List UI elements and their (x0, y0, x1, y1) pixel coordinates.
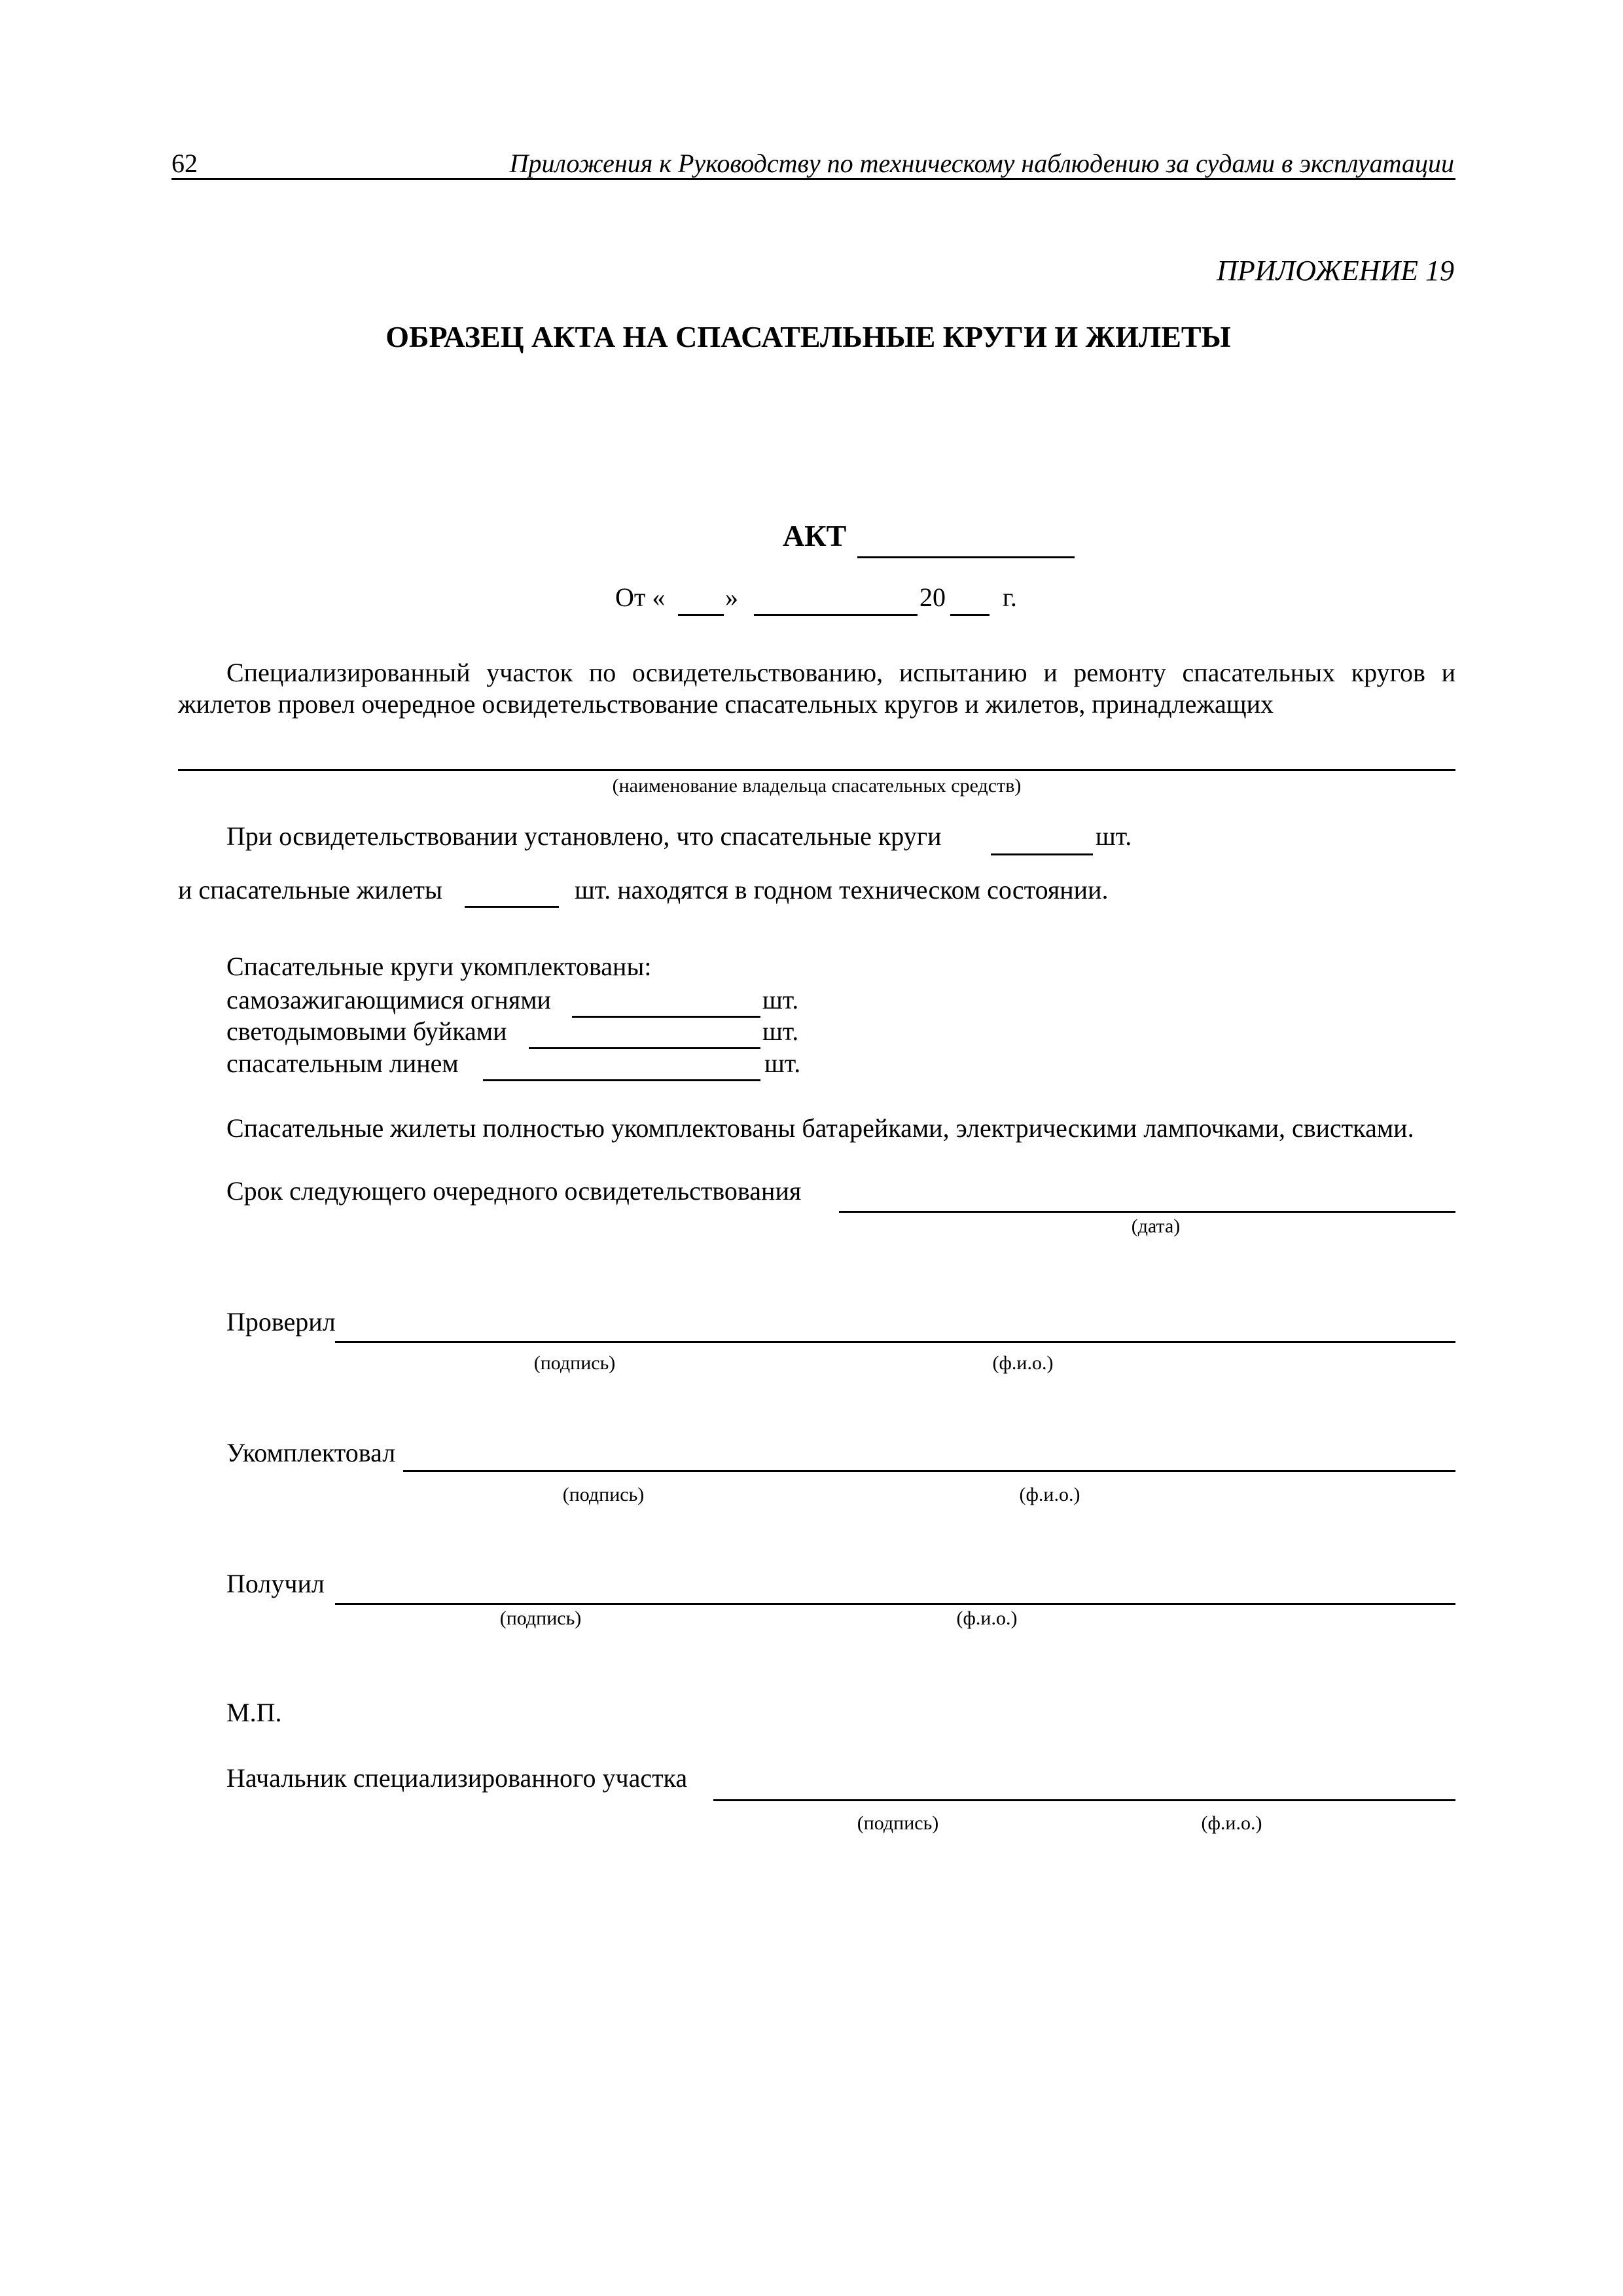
equipment-item-label: самозажигающимися огнями (226, 985, 551, 1014)
appendix-label: ПРИЛОЖЕНИЕ 19 (1217, 255, 1454, 287)
chief-signature-field[interactable] (713, 1799, 1455, 1801)
chief-role: Начальник специализированного участка (226, 1763, 688, 1793)
vests-suffix: шт. находятся в годном техническом состоянии. (575, 875, 1109, 905)
act-number-field[interactable] (857, 556, 1075, 558)
next-inspection-date-field[interactable] (839, 1211, 1455, 1213)
signature-field-equipped[interactable] (403, 1470, 1455, 1472)
vests-count-field[interactable] (465, 906, 559, 908)
date-year-prefix: 20 (919, 583, 946, 612)
signature-caption-name: (ф.и.о.) (956, 1607, 1018, 1629)
chief-caption-sign: (подпись) (857, 1812, 939, 1834)
equipment-item-field-buoys[interactable] (529, 1047, 760, 1049)
equipment-item-field-line[interactable] (483, 1079, 760, 1081)
signature-caption-sign: (подпись) (499, 1607, 582, 1629)
next-inspection-label: Срок следующего очередного освидетельствования (226, 1176, 802, 1206)
signature-field-checked[interactable] (335, 1341, 1455, 1343)
equipment-item-unit: шт. (762, 985, 799, 1014)
owner-caption: (наименование владельца спасательных средств) (612, 775, 1022, 797)
signature-caption-name: (ф.и.о.) (1019, 1484, 1080, 1505)
document-title: ОБРАЗЕЦ АКТА НА СПАСАТЕЛЬНЫЕ КРУГИ И ЖИЛЕТЫ (385, 320, 1231, 353)
signature-role-checked: Проверил (226, 1307, 336, 1336)
owner-field[interactable] (178, 769, 1455, 771)
circles-count-field[interactable] (991, 853, 1093, 855)
date-prefix: От « (615, 583, 666, 612)
signature-caption-sign: (подпись) (533, 1352, 616, 1374)
signature-field-received[interactable] (335, 1603, 1455, 1605)
equipment-item-unit: шт. (762, 1016, 799, 1046)
page-number: 62 (171, 149, 198, 178)
equipment-item-field-lights[interactable] (572, 1016, 760, 1018)
circles-unit: шт. (1096, 821, 1132, 851)
signature-role-equipped: Укомплектовал (226, 1438, 396, 1467)
vests-prefix: и спасательные жилеты (178, 875, 442, 905)
circles-statement: При освидетельствовании установлено, что спасательные круги (226, 821, 942, 851)
date-month-field[interactable] (754, 614, 918, 616)
equipment-item-unit: шт. (764, 1049, 801, 1078)
signature-role-received: Получил (226, 1569, 325, 1598)
date-suffix: г. (1003, 583, 1017, 612)
signature-caption-name: (ф.и.о.) (992, 1352, 1054, 1374)
running-title: Приложения к Руководству по техническому наблюдению за судами в эксплуатации (509, 149, 1454, 178)
equipment-item-label: спасательным линем (226, 1049, 459, 1078)
vests-equipment-statement: Спасательные жилеты полностью укомплектованы батарейками, электрическими лампочками, свистками. (226, 1113, 1414, 1143)
date-quote-close: » (725, 583, 738, 612)
stamp-place: М.П. (226, 1698, 282, 1727)
header-rule (171, 178, 1455, 180)
signature-caption-sign: (подпись) (562, 1484, 645, 1505)
date-year-field[interactable] (950, 614, 990, 616)
equipment-item-label: светодымовыми буйками (226, 1016, 507, 1046)
date-day-field[interactable] (678, 614, 724, 616)
intro-paragraph: Специализированный участок по освидетельствованию, испытанию и ремонту спасательных кругов и жилетов провел очередное освидетельствование спасательных кругов и жилетов, принадлежащих (178, 658, 1455, 719)
equipment-heading: Спасательные круги укомплектованы: (226, 952, 652, 981)
act-title: АКТ (783, 519, 847, 552)
chief-caption-name: (ф.и.о.) (1201, 1812, 1262, 1834)
next-inspection-caption: (дата) (1131, 1215, 1181, 1237)
